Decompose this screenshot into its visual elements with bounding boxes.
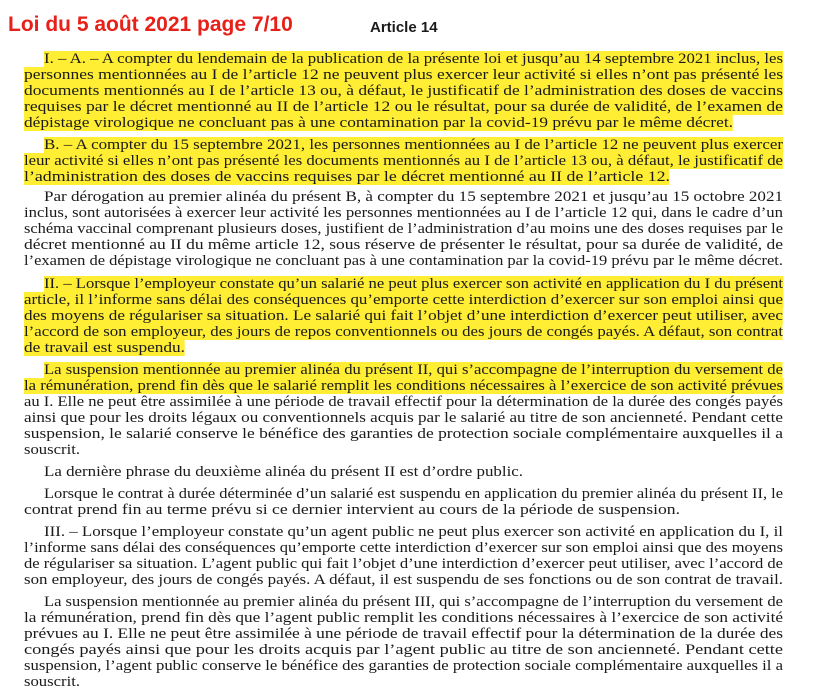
text-line bbox=[0, 426, 815, 442]
line-text: inclus, sont autorisées à exercer leur activité les personnes mentionnées au I de l’article 12 qui, dans le cadre d’un bbox=[24, 205, 783, 221]
text-line bbox=[0, 292, 815, 308]
text-line bbox=[0, 394, 815, 410]
line-text: la rémunération, prend fin dès que l’agent public remplit les conditions nécessaires à l’exercice de son activité bbox=[24, 610, 783, 626]
line-text: de travail est suspendu. bbox=[24, 340, 185, 356]
line-text: leur activité si elles n’ont pas présenté les documents mentionnés au I de l’article 13 ou, à défaut, le justificatif de bbox=[24, 153, 783, 169]
text-line bbox=[0, 362, 815, 378]
page-title: Loi du 5 août 2021 page 7/10 bbox=[8, 13, 293, 36]
line-text: décret mentionné au II du même article 12, sous réserve de présenter le résultat, pour sa durée de validité, de bbox=[24, 237, 783, 253]
line-text: schéma vaccinal comprenant plusieurs doses, justifient de l’administration d’au moins une des doses requises par le bbox=[24, 221, 783, 237]
text-line bbox=[0, 205, 815, 221]
line-text: I. – A. – A compter du lendemain de la publication de la présente loi et jusqu’au 14 septembre 2021 inclus, les bbox=[44, 51, 783, 67]
text-line bbox=[0, 237, 815, 253]
text-line bbox=[0, 540, 815, 556]
text-line bbox=[0, 626, 815, 642]
text-line bbox=[0, 153, 815, 169]
text-line bbox=[0, 572, 815, 588]
text-line bbox=[0, 67, 815, 83]
line-text: III. – Lorsque l’employeur constate qu’un agent public ne peut plus exercer son activité en application du I, il bbox=[44, 524, 783, 540]
line-text: contrat prend fin au terme prévu si ce dernier intervient au cours de la période de suspension. bbox=[24, 502, 680, 518]
line-text: la rémunération, prend fin dès que le salarié remplit les conditions nécessaires à l’exercice de son activité prévues bbox=[24, 378, 783, 394]
text-line bbox=[0, 189, 815, 205]
text-line bbox=[0, 253, 815, 269]
line-text: personnes mentionnées au I de l’article 12 ne peuvent plus exercer leur activité si elles n’ont pas présenté les bbox=[24, 67, 783, 83]
text-line bbox=[0, 169, 815, 185]
line-text: La suspension mentionnée au premier alinéa du présent II, qui s’accompagne de l’interruption du versement de bbox=[44, 362, 783, 378]
text-line bbox=[0, 51, 815, 67]
line-text: l’examen de dépistage virologique ne concluant pas à une contamination par la covid-19 prévu par le même décret. bbox=[24, 253, 783, 269]
text-line bbox=[0, 502, 815, 518]
text-line bbox=[0, 99, 815, 115]
line-text: La suspension mentionnée au premier alinéa du présent III, qui s’accompagne de l’interruption du versement de bbox=[44, 594, 784, 610]
text-line bbox=[0, 610, 815, 626]
line-text: son employeur, des jours de congés payés. A défaut, il est suspendu de ses fonctions ou de son contrat de travail. bbox=[24, 572, 783, 588]
text-line bbox=[0, 556, 815, 572]
line-text: ainsi que pour les droits légaux ou conventionnels acquis par le salarié au titre de son ancienneté. Pendant cette bbox=[24, 410, 783, 426]
text-line bbox=[0, 324, 815, 340]
line-text: des moyens de régulariser sa situation. Le salarié qui fait l’objet d’une interdiction d’exercer peut utiliser, avec bbox=[24, 308, 783, 324]
line-text: documents mentionnés au I de l’article 13 ou, à défaut, le justificatif de l’administration des doses de vaccins bbox=[24, 83, 783, 99]
line-text: dépistage virologique ne concluant pas à une contamination par la covid-19 prévu par le même décret. bbox=[24, 115, 733, 131]
line-text: II. – Lorsque l’employeur constate qu’un salarié ne peut plus exercer son activité en application du I du présent bbox=[44, 276, 783, 292]
text-line bbox=[0, 658, 815, 674]
line-text: l’informe sans délai des conséquences qu’emporte cette interdiction d’exercer sur son emploi ainsi que des moyens bbox=[24, 540, 783, 556]
line-text: souscrit. bbox=[24, 442, 80, 458]
line-text: l’administration des doses de vaccins requises par le décret mentionné au II de l’article 12. bbox=[24, 169, 670, 185]
text-line bbox=[0, 83, 815, 99]
text-line bbox=[0, 486, 815, 502]
text-line bbox=[0, 642, 815, 658]
line-text: Lorsque le contrat à durée déterminée d’un salarié est suspendu en application du premier alinéa du présent II, le bbox=[44, 486, 783, 502]
line-text: suspension, l’agent public conserve le bénéfice des garanties de protection sociale complémentaire auxquelles il a bbox=[24, 658, 783, 674]
line-text: suspension, le salarié conserve le bénéfice des garanties de protection sociale complémentaire auxquelles il a bbox=[24, 426, 783, 442]
text-line bbox=[0, 276, 815, 292]
text-line bbox=[0, 221, 815, 237]
text-line bbox=[0, 378, 815, 394]
text-line bbox=[0, 340, 815, 356]
line-text: B. – A compter du 15 septembre 2021, les personnes mentionnées au I de l’article 12 ne peuvent plus exercer bbox=[44, 137, 783, 153]
text-line bbox=[0, 137, 815, 153]
line-text: prévues au I. Elle ne peut être assimilée à une période de travail effectif pour la détermination de la durée des bbox=[24, 626, 783, 642]
line-text: l’accord de son employeur, des jours de repos conventionnels ou des jours de congés payés. A défaut, son contrat bbox=[24, 324, 783, 340]
line-text: souscrit. bbox=[24, 674, 80, 690]
line-text: Par dérogation au premier alinéa du présent B, à compter du 15 septembre 2021 et jusqu’au 15 octobre 2021 bbox=[44, 189, 783, 205]
line-text: congés payés ainsi que pour les droits acquis par l’agent public au titre de son ancienneté. Pendant cette bbox=[24, 642, 784, 658]
text-line bbox=[0, 442, 815, 458]
text-line bbox=[0, 674, 815, 690]
text-line bbox=[0, 308, 815, 324]
line-text: au I. Elle ne peut être assimilée à une période de travail effectif pour la détermination de la durée des congés payés bbox=[24, 394, 784, 410]
text-line bbox=[0, 115, 815, 131]
text-line bbox=[0, 464, 815, 480]
line-text: de régulariser sa situation. L’agent public qui fait l’objet d’une interdiction d’exercer peut utiliser, avec l’accord de bbox=[24, 556, 783, 572]
text-line bbox=[0, 410, 815, 426]
line-text: requises par le décret mentionné au II de l’article 12 ou le résultat, pour sa durée de validité, de l’examen de bbox=[24, 99, 784, 115]
document-header bbox=[0, 10, 815, 40]
article-heading: Article 14 bbox=[370, 19, 438, 36]
text-line bbox=[0, 594, 815, 610]
line-text: article, il l’informe sans délai des conséquences qu’emporte cette interdiction d’exercer sur son emploi ainsi que bbox=[24, 292, 784, 308]
text-line bbox=[0, 524, 815, 540]
line-text: La dernière phrase du deuxième alinéa du présent II est d’ordre public. bbox=[44, 464, 523, 480]
